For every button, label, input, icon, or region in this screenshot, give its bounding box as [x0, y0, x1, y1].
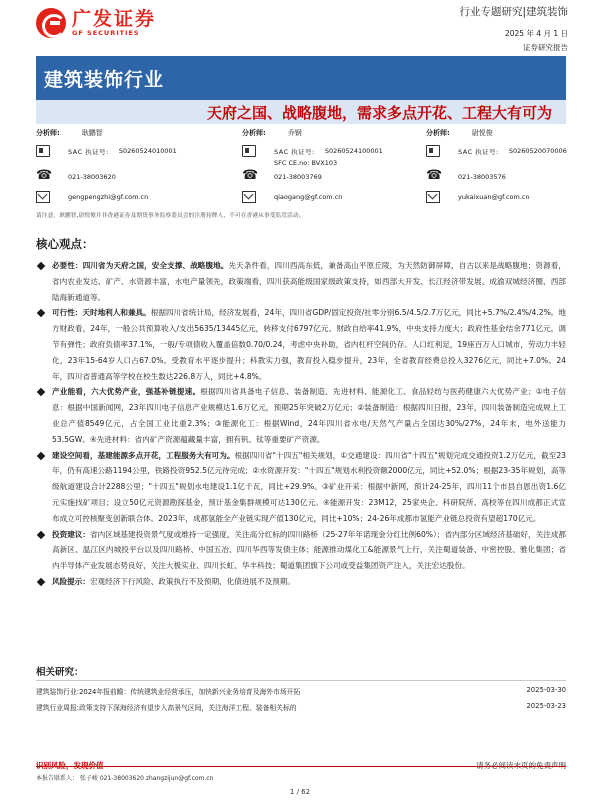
- subtitle-band: [36, 100, 566, 124]
- report-date: 2025 年 4 月 1 日: [504, 29, 568, 38]
- bullet-body: 根据四川省具备电子信息、装备制造、先进材料、能源化工、食品轻纺与医药健康六大优势产业；①电子信息：根据中国新闻网，23年四川电子信息产业规模达1.6万亿元，预期25年突破2万亿元；②装备制造：根据四川日报，23年，四川装备制造完成规上工业总产值8549亿元，占全国工业比重2.3%；③能源化工：根据Wind，24年四川省水电/天然气产量占全国达30%/27%，24年末，电外送能力53.5GW。④先进材料：省内矿产资源蕴藏量丰富，拥有钒、钛等重要矿产资源。: [52, 387, 567, 444]
- gf-logo-icon: [36, 8, 66, 38]
- core-bullet-risk: [36, 574, 566, 590]
- bullet-body: 省内区域基建投资景气度或维持一定强度，关注高分红标的四川路桥（25-27年年诺现金分红比例60%）；省内部分区域经济基础好，关注成都高新区、温江区内城投平台以及四川路桥、中国五冶、四川华西等发债主体；能源推动煤化工&能源景气上行，关注蜀道装备、中密控股、雅化集团；省内半导体产业发展态势良好，关注大极实业、四川长虹、华丰科技；蜀道集团旗下公司或受益集团资产注入，关注宏达股份。: [52, 529, 567, 571]
- analyst-name: 乔钢: [287, 129, 302, 137]
- bullet-head: 产业能看，六大优势产业，强基补链提速。: [52, 387, 201, 397]
- license-disclaimer: 请注意，耿鹏智,尉悦俊并非香港证券及期货事务监察委员会的注册持牌人，不可在香港从事受监管活动。: [36, 213, 305, 219]
- id-card-icon: [426, 145, 440, 157]
- analyst-email[interactable]: qiaogang@gf.com.cn: [274, 193, 343, 201]
- report-header: [0, 0, 600, 52]
- sac-label: SAC 执证号:: [458, 147, 499, 156]
- bullet-head: 风险提示：: [52, 576, 90, 586]
- sac-number: S0260524100001: [324, 147, 383, 155]
- divider: [36, 680, 566, 681]
- core-bullet-investment: [36, 527, 566, 574]
- core-views-title: 核心观点：: [36, 237, 94, 251]
- email-icon: [36, 191, 50, 203]
- analyst-role: 分析师:: [36, 129, 60, 137]
- related-item-date: 2025-03-23: [526, 702, 566, 710]
- analyst-name: 耿鹏智: [81, 129, 103, 137]
- core-bullet-necessity: [36, 258, 566, 305]
- email-icon: [426, 191, 440, 203]
- bullet-head: 建设空间看，基建能源多点开花，工程服务大有可为。: [52, 450, 235, 460]
- bullet-head: 投资建议：: [52, 529, 91, 539]
- analyst-card: [426, 128, 600, 201]
- logo-en-text: GF SECURITIES: [72, 29, 140, 37]
- sac-number: S0260524010001: [118, 147, 177, 155]
- industry-title: 建筑装饰行业: [44, 69, 165, 91]
- sac-label: SAC 执证号:: [68, 147, 109, 156]
- bullet-head: 必要性：四川省为天府之国，安全支撑、战略腹地。: [52, 261, 229, 270]
- bullet-body: 根据四川省"十四五"相关规划，①交通建设：四川省"十四五"规划完成交通投资1.2万亿元，截至23年，仍有高速公路1194公里，铁路投资952.5亿元待完成；②水资源开发："十四五"规划水利投资额2000亿元，同比+52.0%；根据23-35年规划，高等级航道建设合计2288公里；"十四五"规划水电建设1.1亿千瓦，同比+29.9%。③矿业开采：根据中新网，预计24-25年，四川11个市县自恩出资1.6亿元实施找矿项目；设立50亿元资源勘探基金，预计基金集群规模可达130亿元。④能源开发：23M12，25家央企、科研院所、高校等在四川成都正式宣布成立可控核聚变创新联合体。2023年，成都氢能全产业链实现产值130亿元，同比+10%；24-26年成都市氢能产业链总投资有望超170亿元。: [52, 450, 567, 523]
- report-category: 行业专题研究|建筑装饰: [459, 6, 568, 18]
- analyst-email[interactable]: gengpengzhi@gf.com.cn: [68, 193, 149, 201]
- bullet-head: 可行性：天时地利人和兼具。: [52, 308, 151, 318]
- analyst-role: 分析师:: [242, 129, 266, 137]
- analyst-phone: 021-38003769: [274, 173, 322, 181]
- bullet-body: 先天条件看，四川西高东低，兼备高山平原丘陵，为天然防御屏障，自古以来是战略腹地；资源看，省内农业发达、矿产、水资源丰富，水电产量领先，政策端看，四川获高能级国家级政策支持，如西部大开发、长江经济带发展、成渝双城经济圈、西部陆海新通道等。: [52, 261, 567, 302]
- report-subtitle: 天府之国、战略腹地，需求多点开花、工程大有可为: [206, 104, 552, 122]
- core-bullet-feasibility: [36, 305, 566, 384]
- bullet-body: 根据四川省统计局，经济发展看，24年，四川省GDP/固定投资/社零分别6.5/4.5/2.7万亿元，同比+5.7%/2.4%/4.2%。地方财政看，24年，一般公共预算收入/支出5635/13445亿元，转移支付6797亿元、财政自给率41.9%，中央支持力度大；政府性基金结余771亿元，调节有弹性；政府负债率37.1%，一般/专项债收入覆盖倍数0.70/0.24，考虑中央补助，省内杠杆空间仍存。人口红利足，19座百万人口城市，劳动力丰轻化，23年15-64岁人口占67.0%。受教育水平逐步提升；科教实力强，教育投入稳步提升，23年，全省教育经费总投入3276亿元，同比+7.0%。24年，四川省普通高等学校在校生数达226.8万人，同比+4.8%。: [52, 308, 566, 381]
- analyst-name: 尉悦俊: [471, 129, 493, 137]
- sac-label: SAC 执证号:: [274, 147, 315, 156]
- related-research-title: 相关研究：: [36, 667, 84, 678]
- core-views-list: [36, 258, 566, 590]
- related-item[interactable]: [36, 702, 566, 716]
- sfc-number: SFC CE.no: BVX103: [274, 159, 338, 167]
- analyst-role: 分析师:: [426, 129, 450, 137]
- sac-number: S0260520070006: [508, 147, 567, 155]
- analyst-panel: [36, 128, 566, 208]
- related-item[interactable]: [36, 686, 566, 700]
- footer-contact: 本报告联系人： 张子峻 021-38003620 zhangzijun@gf.com.cn: [36, 775, 214, 782]
- phone-icon: [36, 171, 50, 183]
- related-item-text[interactable]: 建筑行业周报:政策支持下深海经济有望步入高景气区间，关注海洋工程、装备相关标的: [36, 704, 297, 712]
- core-bullet-industry: [36, 384, 566, 447]
- analyst-phone: 021-38003620: [68, 173, 116, 181]
- footer-divider: [36, 766, 566, 767]
- industry-banner: [36, 56, 566, 100]
- analyst-card: [242, 128, 422, 201]
- analyst-phone: 021-38003576: [458, 173, 506, 181]
- analyst-card: [36, 128, 216, 201]
- email-icon: [242, 191, 256, 203]
- phone-icon: [426, 171, 440, 183]
- related-item-text[interactable]: 建筑装饰行业:2024年报前瞻：传统建筑业经营承压，加快新兴业务培育及海外市场开拓: [36, 688, 301, 696]
- logo-cn-text: 广发证券: [72, 8, 157, 30]
- page-number: 1 / 62: [289, 788, 311, 796]
- report-type: 证券研究报告: [523, 43, 568, 52]
- phone-icon: [242, 171, 256, 183]
- bullet-body: 宏观经济下行风险、政策执行不及预期、化债进展不及预期。: [89, 576, 295, 586]
- id-card-icon: [36, 145, 50, 157]
- gf-securities-logo: [36, 8, 156, 38]
- core-bullet-construction: [36, 448, 566, 527]
- related-item-date: 2025-03-30: [526, 686, 566, 694]
- analyst-email[interactable]: yukaixuan@gf.com.cn: [458, 193, 530, 201]
